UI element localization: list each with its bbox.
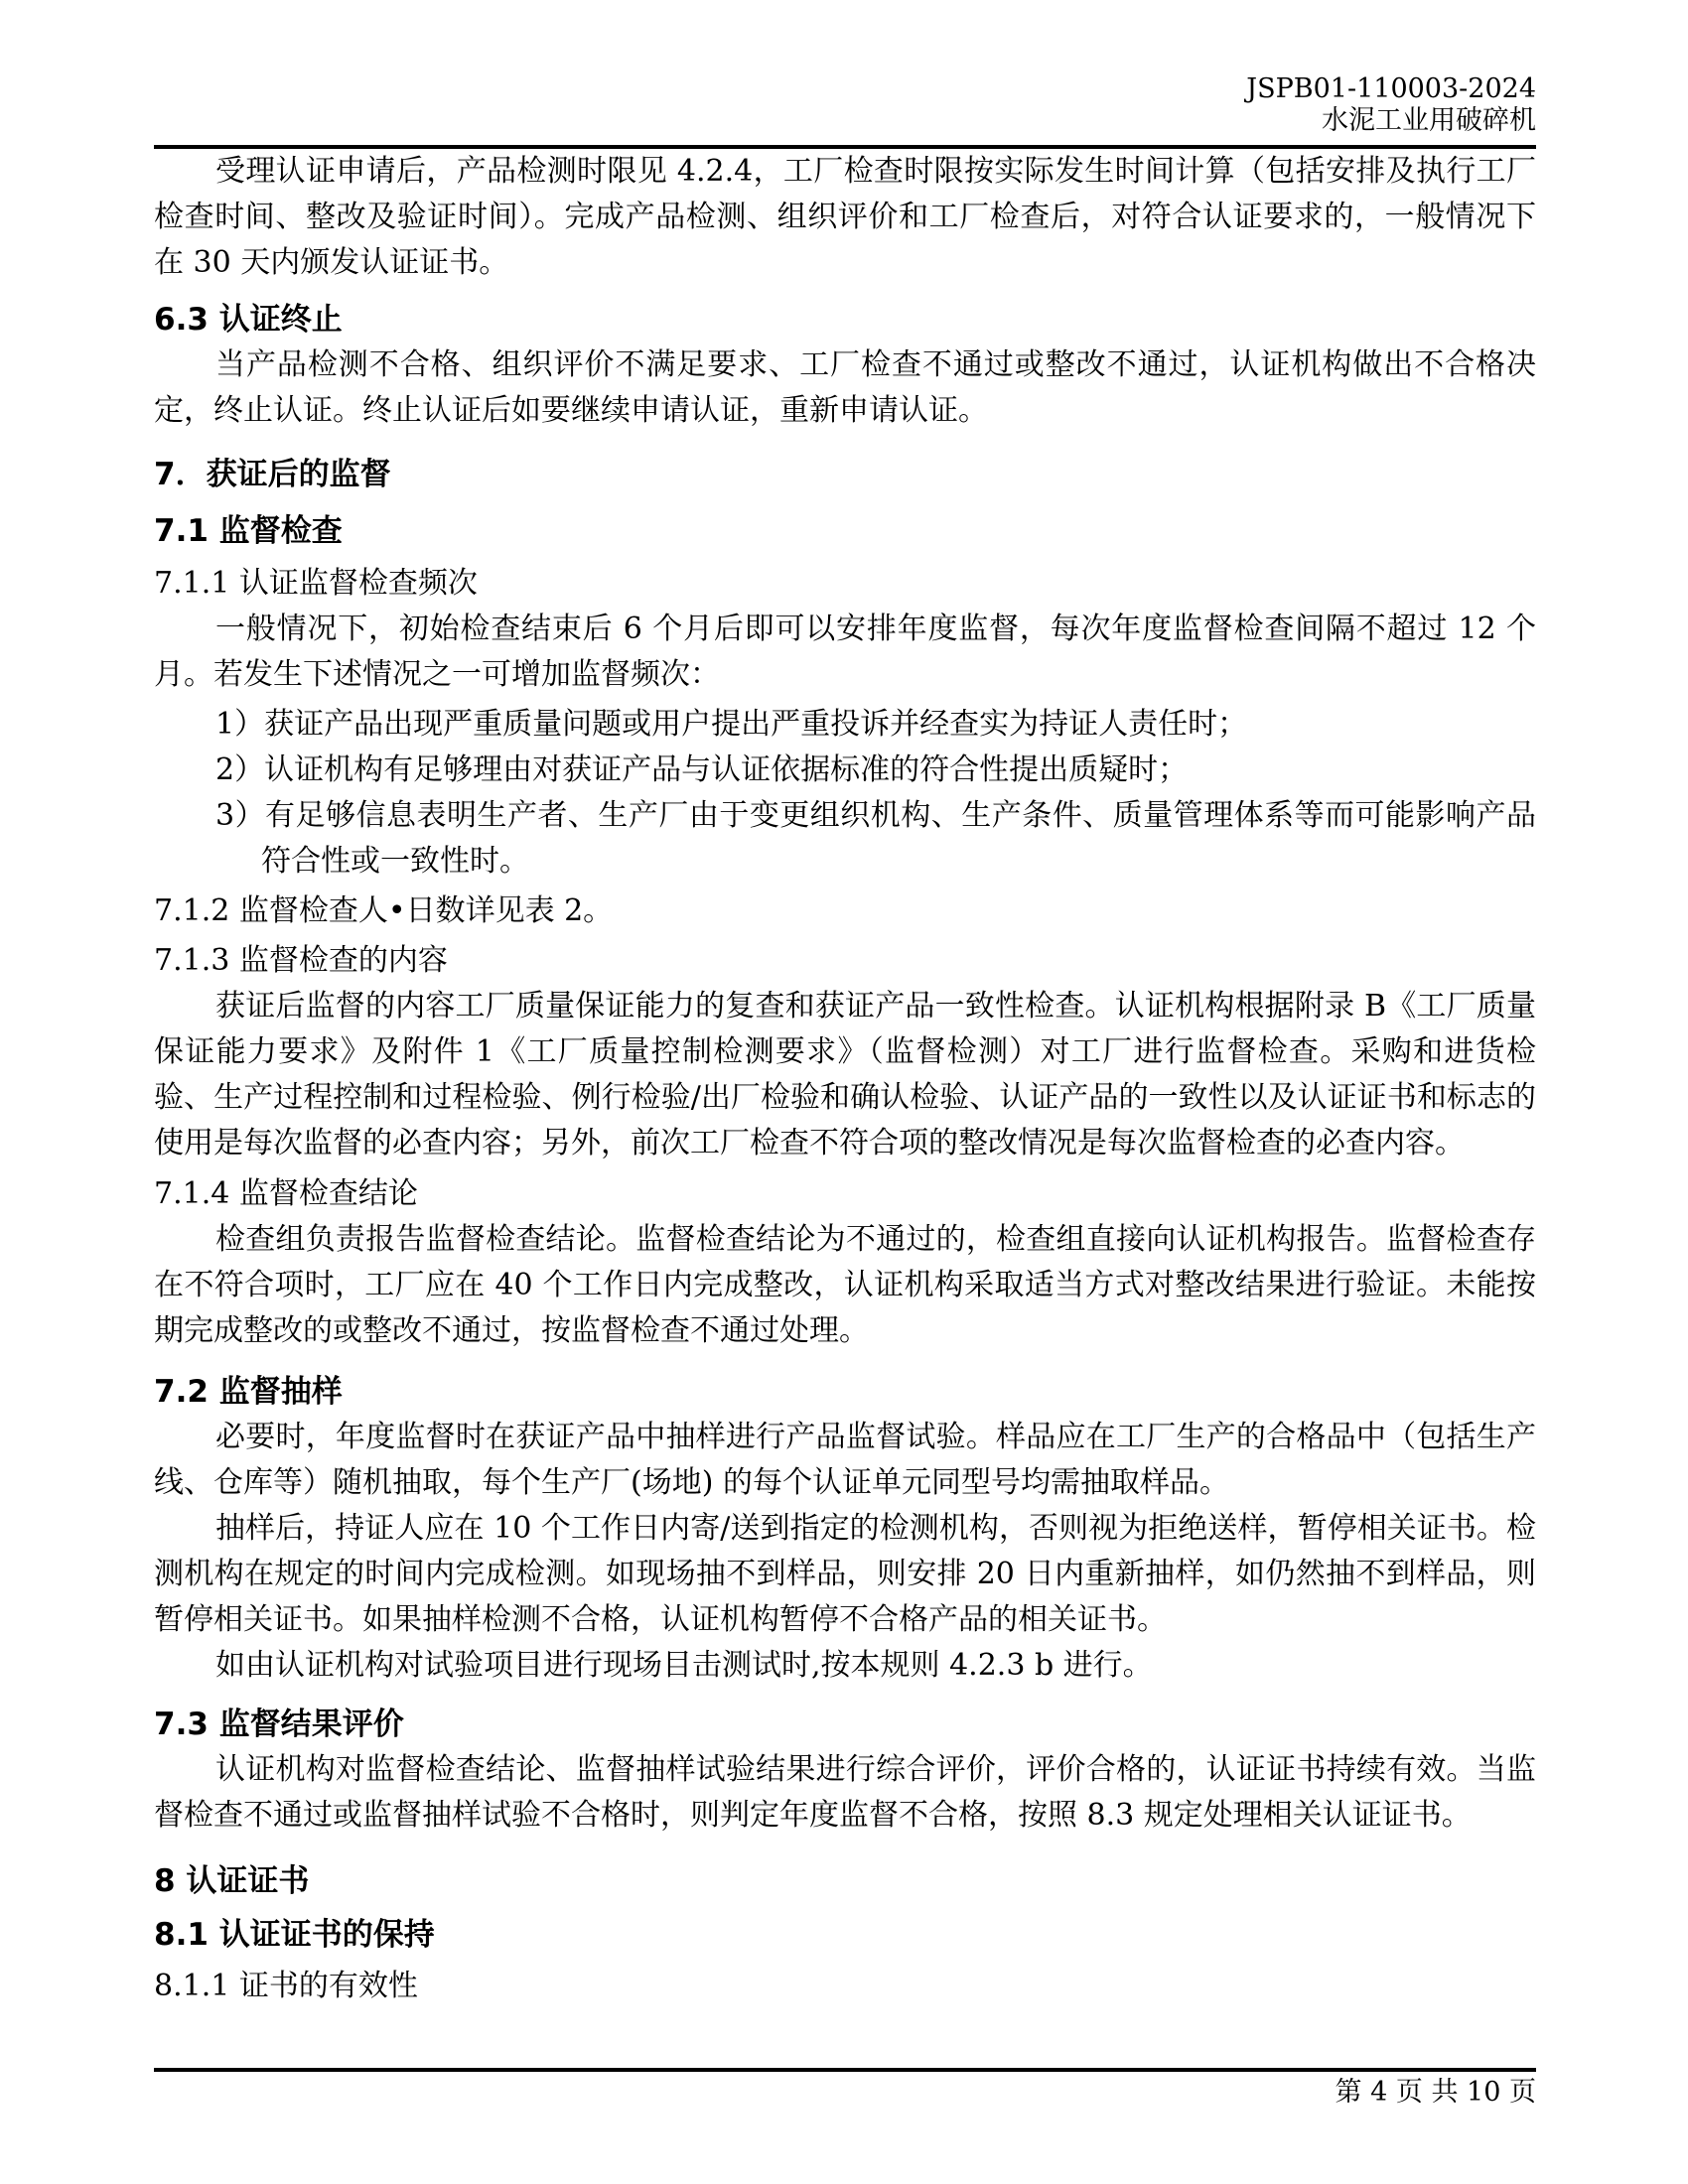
paragraph-sampling-3: 如由认证机构对试验项目进行现场目击测试时,按本规则 4.2.3 b 进行。 <box>215 1648 1153 1683</box>
paragraph-inspection-conclusion: 检查组负责报告监督检查结论。监督检查结论为不通过的，检查组直接向认证机构报告。监督检查存在不符合项时，工厂应在 40 个工作日内完成整改，认证机构采取适当方式对整改结果进行验证。未能按期完成整改的或整改不通过，按监督检查不通过处理。 <box>154 1222 1536 1348</box>
heading-7-1-2-person-days: 7.1.2 监督检查人•日数详见表 2。 <box>154 893 614 928</box>
heading-7-3-supervision-result-evaluation: 7.3 监督结果评价 <box>154 1706 404 1742</box>
heading-7-2-supervision-sampling: 7.2 监督抽样 <box>154 1374 343 1410</box>
heading-7-post-certification-supervision: 7．获证后的监督 <box>154 457 391 492</box>
page-content <box>154 0 1536 2009</box>
list-item: 2）认证机构有足够理由对获证产品与认证依据标准的符合性提出质疑时； <box>215 752 1189 787</box>
page-footer <box>154 2068 1536 2108</box>
paragraph-sampling-2: 抽样后，持证人应在 10 个工作日内寄/送到指定的检测机构，否则视为拒绝送样，暂停相关证书。检测机构在规定的时间内完成检测。如现场抽不到样品，则安排 20 日内重新抽样，如仍然抽不到样品，则暂停相关证书。如果抽样检测不合格，认证机构暂停不合格产品的相关证书。 <box>154 1511 1536 1637</box>
document-body <box>154 149 1536 2009</box>
paragraph-inspection-content: 获证后监督的内容工厂质量保证能力的复查和获证产品一致性检查。认证机构根据附录 B《工厂质量保证能力要求》及附件 1《工厂质量控制检测要求》（监督检测）对工厂进行监督检查。采购和进货检验、生产过程控制和过程检验、例行检验/出厂检验和确认检验、认证产品的一致性以及认证证书和标志的使用是每次监督的必查内容；另外，前次工厂检查不符合项的整改情况是每次监督检查的必查内容。 <box>154 989 1536 1160</box>
frequency-conditions-list <box>154 702 1536 885</box>
heading-8-certification-certificate: 8 认证证书 <box>154 1863 310 1899</box>
heading-6-3-certification-termination: 6.3 认证终止 <box>154 302 343 338</box>
page-number: 第 4 页 共 10 页 <box>1335 2077 1536 2108</box>
heading-7-1-4-inspection-conclusion: 7.1.4 监督检查结论 <box>154 1176 418 1211</box>
paragraph-result-evaluation: 认证机构对监督检查结论、监督抽样试验结果进行综合评价，评价合格的，认证证书持续有效。当监督检查不通过或监督抽样试验不合格时，则判定年度监督不合格，按照 8.3 规定处理相关认证证书。 <box>154 1752 1536 1833</box>
document-product-title: 水泥工业用破碎机 <box>1322 105 1536 136</box>
heading-7-1-3-inspection-content: 7.1.3 监督检查的内容 <box>154 943 448 978</box>
list-item: 3）有足够信息表明生产者、生产厂由于变更组织机构、生产条件、质量管理体系等而可能影响产品符合性或一致性时。 <box>215 798 1536 879</box>
heading-8-1-1-certificate-validity: 8.1.1 证书的有效性 <box>154 1969 418 2003</box>
list-item: 1）获证产品出现严重质量问题或用户提出严重投诉并经查实为持证人责任时； <box>215 707 1248 742</box>
footer-rule <box>154 2068 1536 2072</box>
paragraph-sampling-1: 必要时，年度监督时在获证产品中抽样进行产品监督试验。样品应在工厂生产的合格品中（包括生产线、仓库等）随机抽取，每个生产厂(场地) 的每个认证单元同型号均需抽取样品。 <box>154 1420 1536 1500</box>
page-header <box>154 0 1536 137</box>
paragraph-inspection-frequency: 一般情况下，初始检查结束后 6 个月后即可以安排年度监督，每次年度监督检查间隔不超过 12 个月。若发生下述情况之一可增加监督频次： <box>154 612 1536 692</box>
paragraph-termination: 当产品检测不合格、组织评价不满足要求、工厂检查不通过或整改不通过，认证机构做出不合格决定，终止认证。终止认证后如要继续申请认证，重新申请认证。 <box>154 347 1536 428</box>
heading-7-1-1-inspection-frequency: 7.1.1 认证监督检查频次 <box>154 566 478 601</box>
heading-7-1-supervision-inspection: 7.1 监督检查 <box>154 513 343 549</box>
heading-8-1-certificate-maintenance: 8.1 认证证书的保持 <box>154 1917 435 1953</box>
paragraph-certification-timeline: 受理认证申请后，产品检测时限见 4.2.4，工厂检查时限按实际发生时间计算（包括安排及执行工厂检查时间、整改及验证时间）。完成产品检测、组织评价和工厂检查后，对符合认证要求的，一般情况下在 30 天内颁发认证证书。 <box>154 154 1536 280</box>
document-code: JSPB01-110003-2024 <box>1246 73 1536 104</box>
